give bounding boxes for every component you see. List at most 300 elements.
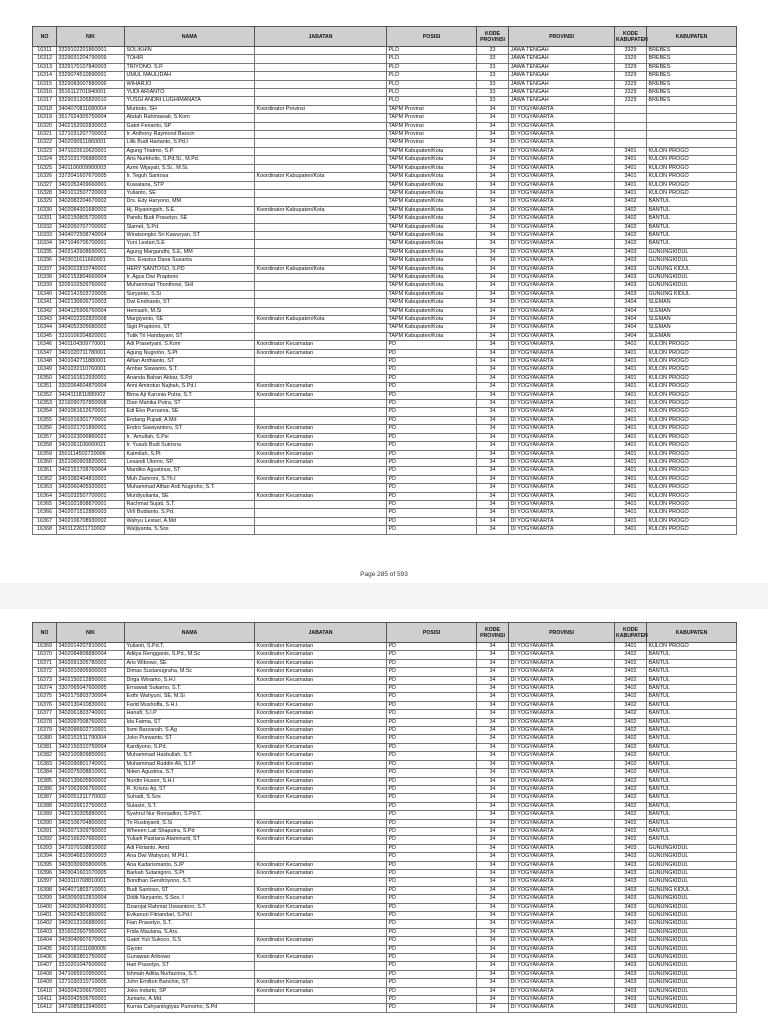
- table-row: [33, 869, 737, 877]
- cell-nama: Kurnia Cahyaningtyas Purnomo, S.Pd: [125, 1004, 255, 1012]
- cell-no: 16345: [33, 332, 57, 340]
- cell-nama: Hj. Riyaningsih, S.E.: [125, 206, 255, 214]
- cell-kode-provinsi: 34: [477, 836, 509, 844]
- cell-kode-provinsi: 34: [477, 886, 509, 894]
- cell-nama: Edi Eko Purnama, SE: [125, 408, 255, 416]
- cell-kode-provinsi: 34: [477, 651, 509, 659]
- cell-provinsi: JAWA TENGAH: [509, 97, 615, 105]
- cell-no: 16406: [33, 954, 57, 962]
- cell-posisi: PD: [387, 760, 477, 768]
- cell-kabupaten: GUNUNGKIDUL: [647, 920, 737, 928]
- cell-jabatan: [255, 97, 387, 105]
- cell-nik: 3403046810900003: [57, 853, 125, 861]
- cell-nik: 3401016301770002: [57, 416, 125, 424]
- cell-kabupaten: GUNUNGKIDUL: [647, 979, 737, 987]
- cell-kabupaten: BANTUL: [647, 794, 737, 802]
- table-row: [33, 903, 737, 911]
- cell-kode-kabupaten: 3403: [615, 290, 647, 298]
- cell-jabatan: Koordinator Kecamatan: [255, 794, 387, 802]
- cell-nama: Dwi Endrianto, ST: [125, 299, 255, 307]
- header-nik: NIK: [57, 27, 125, 47]
- cell-nik: 3402130410830001: [57, 701, 125, 709]
- cell-kabupaten: GUNUNGKIDUL: [647, 1004, 737, 1012]
- cell-kode-provinsi: 33: [477, 55, 509, 63]
- cell-jabatan: [255, 400, 387, 408]
- header-posisi: POSISI: [387, 623, 477, 643]
- cell-no: 16411: [33, 996, 57, 1004]
- table-row: [33, 122, 737, 130]
- table-row: [33, 131, 737, 139]
- cell-nik: 3402071512880003: [57, 509, 125, 517]
- cell-nama: Wahyu Lestari, A.Md: [125, 517, 255, 525]
- cell-nik: 3404052305680002: [57, 324, 125, 332]
- cell-kabupaten: BANTUL: [647, 685, 737, 693]
- cell-jabatan: Koordinator Kecamatan: [255, 710, 387, 718]
- cell-kabupaten: KULON PROGO: [647, 517, 737, 525]
- cell-jabatan: Koordinator Kecamatan: [255, 954, 387, 962]
- cell-kode-provinsi: 34: [477, 928, 509, 936]
- cell-jabatan: [255, 47, 387, 55]
- cell-jabatan: [255, 89, 387, 97]
- cell-nama: Azmi Wijayati, S.Si., M.Si.: [125, 164, 255, 172]
- cell-no: 16351: [33, 383, 57, 391]
- cell-nik: 3372041607670005: [57, 173, 125, 181]
- cell-posisi: PD: [387, 735, 477, 743]
- cell-jabatan: Koordinator Kecamatan: [255, 752, 387, 760]
- cell-nama: Abdah Rahmawati, S.Kom: [125, 114, 255, 122]
- cell-kode-provinsi: 34: [477, 282, 509, 290]
- cell-nama: Sigit Praptono, ST: [125, 324, 255, 332]
- cell-kode-kabupaten: 3402: [615, 701, 647, 709]
- table-row: [33, 836, 737, 844]
- cell-posisi: PD: [387, 794, 477, 802]
- cell-jabatan: [255, 223, 387, 231]
- cell-nama: Iismi Barzanah, S.Ag: [125, 727, 255, 735]
- header-kabupaten: KABUPATEN: [647, 27, 737, 47]
- cell-posisi: PD: [387, 811, 477, 819]
- cell-kode-kabupaten: 3402: [615, 785, 647, 793]
- cell-posisi: TAPM Kabupaten/Kota: [387, 215, 477, 223]
- cell-posisi: TAPM Kabupaten/Kota: [387, 316, 477, 324]
- cell-jabatan: Koordinator Kecamatan: [255, 718, 387, 726]
- cell-no: 16397: [33, 878, 57, 886]
- cell-provinsi: DI YOGYAKARTA: [509, 794, 615, 802]
- table-row: [33, 752, 737, 760]
- cell-nama: Endang Pujiati, A.Md: [125, 416, 255, 424]
- cell-kabupaten: BREBES: [647, 55, 737, 63]
- cell-provinsi: DI YOGYAKARTA: [509, 853, 615, 861]
- cell-kode-provinsi: 34: [477, 760, 509, 768]
- table-row: [33, 105, 737, 113]
- cell-kode-kabupaten: [615, 139, 647, 147]
- table-row: [33, 307, 737, 315]
- cell-provinsi: DI YOGYAKARTA: [509, 769, 615, 777]
- cell-provinsi: DI YOGYAKARTA: [509, 895, 615, 903]
- cell-nik: 3403030905800005: [57, 861, 125, 869]
- cell-jabatan: [255, 332, 387, 340]
- cell-nik: 3402071309790002: [57, 827, 125, 835]
- cell-kode-kabupaten: 3402: [615, 668, 647, 676]
- cell-nama: John Emilton Banchin, ST: [125, 979, 255, 987]
- cell-posisi: PD: [387, 425, 477, 433]
- cell-kabupaten: BANTUL: [647, 802, 737, 810]
- cell-kabupaten: KULON PROGO: [647, 442, 737, 450]
- cell-nik: 3402014207810001: [57, 643, 125, 651]
- cell-nama: Agung Margandhi, S.E, MM: [125, 248, 255, 256]
- cell-kode-provinsi: 34: [477, 358, 509, 366]
- cell-nik: 3401052409660001: [57, 181, 125, 189]
- table-row: [33, 425, 737, 433]
- cell-no: 16371: [33, 659, 57, 667]
- cell-kode-kabupaten: 3402: [615, 693, 647, 701]
- cell-provinsi: DI YOGYAKARTA: [509, 114, 615, 122]
- cell-posisi: TAPM Kabupaten/Kota: [387, 282, 477, 290]
- cell-provinsi: DI YOGYAKARTA: [509, 307, 615, 315]
- cell-kode-provinsi: 34: [477, 349, 509, 357]
- cell-kabupaten: SLEMAN: [647, 324, 737, 332]
- cell-kabupaten: KULON PROGO: [647, 164, 737, 172]
- cell-posisi: PD: [387, 492, 477, 500]
- cell-provinsi: DI YOGYAKARTA: [509, 206, 615, 214]
- table-row: [33, 861, 737, 869]
- cell-provinsi: JAWA TENGAH: [509, 89, 615, 97]
- cell-jabatan: Koordinator Kecamatan: [255, 659, 387, 667]
- cell-no: 16347: [33, 349, 57, 357]
- cell-posisi: PD: [387, 517, 477, 525]
- cell-kabupaten: BANTUL: [647, 769, 737, 777]
- cell-nama: Giyoto: [125, 945, 255, 953]
- cell-kode-kabupaten: 3401: [615, 408, 647, 416]
- cell-kode-provinsi: 34: [477, 735, 509, 743]
- cell-kode-provinsi: 34: [477, 189, 509, 197]
- cell-nik: 3401082404810001: [57, 475, 125, 483]
- cell-kode-kabupaten: 3329: [615, 63, 647, 71]
- cell-jabatan: Koordinator Kecamatan: [255, 433, 387, 441]
- cell-nama: Ir. Teguh Santosa: [125, 173, 255, 181]
- cell-no: 16312: [33, 55, 57, 63]
- cell-kode-provinsi: 34: [477, 450, 509, 458]
- cell-posisi: PD: [387, 752, 477, 760]
- cell-nik: 3402130606710003: [57, 299, 125, 307]
- cell-kode-kabupaten: [615, 105, 647, 113]
- cell-no: 16368: [33, 526, 57, 534]
- cell-no: 16383: [33, 760, 57, 768]
- cell-kode-kabupaten: 3401: [615, 492, 647, 500]
- cell-nik: 3404071803710001: [57, 886, 125, 894]
- cell-provinsi: DI YOGYAKARTA: [509, 727, 615, 735]
- cell-nama: Suryanto, S.Si: [125, 290, 255, 298]
- cell-kabupaten: BREBES: [647, 89, 737, 97]
- cell-provinsi: DI YOGYAKARTA: [509, 500, 615, 508]
- cell-provinsi: DI YOGYAKARTA: [509, 223, 615, 231]
- cell-nama: Waljiyanta, S.Sos: [125, 526, 255, 534]
- table-row: [33, 920, 737, 928]
- cell-provinsi: DI YOGYAKARTA: [509, 1004, 615, 1012]
- cell-posisi: PD: [387, 442, 477, 450]
- cell-kabupaten: KULON PROGO: [647, 156, 737, 164]
- cell-provinsi: DI YOGYAKARTA: [509, 273, 615, 281]
- cell-kode-kabupaten: 3402: [615, 735, 647, 743]
- cell-jabatan: Koordinator Kecamatan: [255, 886, 387, 894]
- cell-no: 16321: [33, 131, 57, 139]
- cell-no: 16407: [33, 962, 57, 970]
- cell-posisi: TAPM Kabupaten/Kota: [387, 147, 477, 155]
- cell-kode-kabupaten: 3403: [615, 937, 647, 945]
- cell-jabatan: [255, 72, 387, 80]
- cell-jabatan: Koordinator Kecamatan: [255, 743, 387, 751]
- cell-no: 16320: [33, 122, 57, 130]
- table-row: [33, 265, 737, 273]
- table-row: [33, 400, 737, 408]
- table-row: [33, 945, 737, 953]
- cell-kabupaten: GUNUNGKIDUL: [647, 895, 737, 903]
- cell-posisi: PD: [387, 743, 477, 751]
- cell-nama: WIHARJO: [125, 80, 255, 88]
- cell-kabupaten: KULON PROGO: [647, 374, 737, 382]
- cell-kode-kabupaten: 3402: [615, 727, 647, 735]
- cell-jabatan: Koordinator Kecamatan: [255, 903, 387, 911]
- cell-posisi: PD: [387, 358, 477, 366]
- cell-nik: 3403024301860002: [57, 912, 125, 920]
- cell-kabupaten: GUNUNGKIDUL: [647, 861, 737, 869]
- cell-no: 16365: [33, 500, 57, 508]
- cell-jabatan: [255, 181, 387, 189]
- cell-kode-kabupaten: 3401: [615, 374, 647, 382]
- table-row: [33, 173, 737, 181]
- cell-kode-kabupaten: 3401: [615, 509, 647, 517]
- cell-nik: 3402026612750003: [57, 802, 125, 810]
- cell-kabupaten: KULON PROGO: [647, 484, 737, 492]
- cell-kode-kabupaten: 3403: [615, 265, 647, 273]
- cell-nik: 3401061106660021: [57, 442, 125, 450]
- cell-kode-kabupaten: 3401: [615, 156, 647, 164]
- cell-nik: 3329031205820010: [57, 97, 125, 105]
- cell-kode-kabupaten: 3403: [615, 954, 647, 962]
- cell-kode-kabupaten: 3403: [615, 282, 647, 290]
- table-row: [33, 63, 737, 71]
- cell-kode-provinsi: 34: [477, 341, 509, 349]
- cell-no: 16316: [33, 89, 57, 97]
- cell-kode-kabupaten: 3402: [615, 659, 647, 667]
- table-row: [33, 358, 737, 366]
- cell-kode-provinsi: 34: [477, 861, 509, 869]
- cell-kode-kabupaten: 3401: [615, 358, 647, 366]
- cell-posisi: PD: [387, 979, 477, 987]
- cell-no: 16315: [33, 80, 57, 88]
- cell-no: 16382: [33, 752, 57, 760]
- table-row: [33, 517, 737, 525]
- cell-nama: Aris Nurkholis, S.Pd.Si., M.Pd.: [125, 156, 255, 164]
- cell-jabatan: [255, 500, 387, 508]
- cell-posisi: PD: [387, 1004, 477, 1012]
- table-row: [33, 223, 737, 231]
- table-row: [33, 282, 737, 290]
- cell-jabatan: [255, 189, 387, 197]
- cell-jabatan: Koordinator Kecamatan: [255, 425, 387, 433]
- cell-jabatan: [255, 996, 387, 1004]
- cell-nama: Lesandi Utomo, SP.: [125, 458, 255, 466]
- cell-kode-kabupaten: 3403: [615, 878, 647, 886]
- header-kode-provinsi: KODE PROVINSI: [477, 27, 509, 47]
- cell-no: 16323: [33, 147, 57, 155]
- cell-kode-kabupaten: 3401: [615, 416, 647, 424]
- cell-kode-kabupaten: 3403: [615, 996, 647, 1004]
- cell-kode-kabupaten: 3402: [615, 752, 647, 760]
- cell-provinsi: DI YOGYAKARTA: [509, 869, 615, 877]
- cell-kabupaten: GUNUNGKIDUL: [647, 869, 737, 877]
- cell-no: 16410: [33, 987, 57, 995]
- table-row: [33, 47, 737, 55]
- cell-kabupaten: BANTUL: [647, 811, 737, 819]
- cell-posisi: PD: [387, 827, 477, 835]
- cell-jabatan: [255, 164, 387, 172]
- cell-kode-provinsi: 33: [477, 80, 509, 88]
- cell-posisi: PD: [387, 886, 477, 894]
- cell-jabatan: [255, 358, 387, 366]
- cell-kabupaten: KULON PROGO: [647, 173, 737, 181]
- cell-posisi: PD: [387, 920, 477, 928]
- cell-kode-kabupaten: 3402: [615, 802, 647, 810]
- cell-no: 16327: [33, 181, 57, 189]
- cell-kabupaten: GUNUNGKIDUL: [647, 257, 737, 265]
- cell-posisi: PD: [387, 861, 477, 869]
- cell-kode-kabupaten: 3403: [615, 869, 647, 877]
- header-posisi: POSISI: [387, 27, 477, 47]
- cell-no: 16361: [33, 467, 57, 475]
- cell-provinsi: DI YOGYAKARTA: [509, 240, 615, 248]
- cell-kode-provinsi: 34: [477, 895, 509, 903]
- cell-nik: 3402042206670001: [57, 987, 125, 995]
- cell-nik: 3310106204820001: [57, 332, 125, 340]
- cell-jabatan: [255, 509, 387, 517]
- cell-provinsi: DI YOGYAKARTA: [509, 928, 615, 936]
- cell-provinsi: DI YOGYAKARTA: [509, 777, 615, 785]
- cell-no: 16402: [33, 920, 57, 928]
- cell-nik: 3402051211770002: [57, 794, 125, 802]
- cell-kode-provinsi: 34: [477, 920, 509, 928]
- cell-kabupaten: GUNUNGKIDUL: [647, 248, 737, 256]
- cell-posisi: PD: [387, 467, 477, 475]
- cell-kabupaten: GUNUNGKIDUL: [647, 937, 737, 945]
- cell-kode-kabupaten: 3401: [615, 442, 647, 450]
- cell-no: 16404: [33, 937, 57, 945]
- cell-posisi: PLD: [387, 63, 477, 71]
- table-header-row: [33, 623, 737, 643]
- cell-posisi: PD: [387, 895, 477, 903]
- cell-posisi: TAPM Provinsi: [387, 114, 477, 122]
- cell-nik: 3402161612930001: [57, 374, 125, 382]
- cell-kode-kabupaten: 3403: [615, 844, 647, 852]
- cell-kabupaten: KULON PROGO: [647, 450, 737, 458]
- cell-kabupaten: BANTUL: [647, 836, 737, 844]
- cell-nama: Suhadi, S.Sos: [125, 794, 255, 802]
- table-row: [33, 248, 737, 256]
- cell-nama: Pandu Budi Prasetyo, SE: [125, 215, 255, 223]
- table-row: [33, 383, 737, 391]
- cell-no: 16342: [33, 307, 57, 315]
- cell-nik: 3402084808880004: [57, 651, 125, 659]
- table-row: [33, 492, 737, 500]
- cell-provinsi: DI YOGYAKARTA: [509, 122, 615, 130]
- cell-kode-kabupaten: [615, 131, 647, 139]
- cell-provinsi: JAWA TENGAH: [509, 80, 615, 88]
- cell-nama: Drs. Edy Haryono, MM: [125, 198, 255, 206]
- cell-kabupaten: BANTUL: [647, 743, 737, 751]
- cell-nik: 3307065047600005: [57, 685, 125, 693]
- cell-kode-kabupaten: 3403: [615, 895, 647, 903]
- cell-no: 16387: [33, 794, 57, 802]
- cell-kode-kabupaten: 3401: [615, 643, 647, 651]
- cell-posisi: PD: [387, 853, 477, 861]
- cell-kode-provinsi: 34: [477, 853, 509, 861]
- cell-no: 16386: [33, 785, 57, 793]
- cell-jabatan: [255, 240, 387, 248]
- cell-nama: Ir. Anthony Raymond Bancin: [125, 131, 255, 139]
- cell-provinsi: DI YOGYAKARTA: [509, 962, 615, 970]
- cell-no: 16329: [33, 198, 57, 206]
- cell-provinsi: DI YOGYAKARTA: [509, 701, 615, 709]
- header-kode-kabupaten: KODE KABUPATEN: [615, 623, 647, 643]
- cell-posisi: TAPM Kabupaten/Kota: [387, 248, 477, 256]
- cell-kode-provinsi: 34: [477, 316, 509, 324]
- cell-kode-provinsi: 34: [477, 307, 509, 315]
- cell-no: 16380: [33, 735, 57, 743]
- cell-provinsi: DI YOGYAKARTA: [509, 383, 615, 391]
- cell-no: 16393: [33, 844, 57, 852]
- cell-jabatan: Koordinator Kecamatan: [255, 383, 387, 391]
- cell-nik: 3402150310750004: [57, 743, 125, 751]
- cell-kode-provinsi: 34: [477, 391, 509, 399]
- table-row: [33, 1004, 737, 1012]
- cell-kabupaten: SLEMAN: [647, 316, 737, 324]
- cell-kode-provinsi: 34: [477, 526, 509, 534]
- cell-kode-provinsi: 34: [477, 458, 509, 466]
- cell-posisi: PD: [387, 769, 477, 777]
- table-row: [33, 240, 737, 248]
- cell-provinsi: DI YOGYAKARTA: [509, 492, 615, 500]
- cell-kode-kabupaten: 3403: [615, 861, 647, 869]
- cell-kabupaten: BANTUL: [647, 659, 737, 667]
- cell-posisi: TAPM Kabupaten/Kota: [387, 198, 477, 206]
- cell-posisi: PD: [387, 869, 477, 877]
- cell-kode-provinsi: 34: [477, 785, 509, 793]
- cell-no: 16390: [33, 819, 57, 827]
- table-row: [33, 996, 737, 1004]
- cell-nik: 3209102509760002: [57, 282, 125, 290]
- cell-posisi: PD: [387, 341, 477, 349]
- cell-nik: 3404125906760004: [57, 307, 125, 315]
- cell-kode-kabupaten: 3402: [615, 819, 647, 827]
- table-row: [33, 189, 737, 197]
- cell-kabupaten: [647, 114, 737, 122]
- cell-jabatan: Koordinator Kecamatan: [255, 895, 387, 903]
- cell-posisi: TAPM Kabupaten/Kota: [387, 156, 477, 164]
- cell-no: 16400: [33, 903, 57, 911]
- cell-no: 16311: [33, 47, 57, 55]
- personnel-table: [32, 26, 737, 535]
- cell-nama: Adi Prasetyani, S.Kom: [125, 341, 255, 349]
- cell-kabupaten: SLEMAN: [647, 299, 737, 307]
- cell-posisi: PD: [387, 945, 477, 953]
- cell-no: 16353: [33, 400, 57, 408]
- table-row: [33, 794, 737, 802]
- table-row: [33, 785, 737, 793]
- cell-jabatan: Koordinator Kecamatan: [255, 777, 387, 785]
- cell-posisi: PD: [387, 954, 477, 962]
- cell-kode-provinsi: 34: [477, 509, 509, 517]
- cell-provinsi: DI YOGYAKARTA: [509, 156, 615, 164]
- cell-kode-provinsi: 34: [477, 147, 509, 155]
